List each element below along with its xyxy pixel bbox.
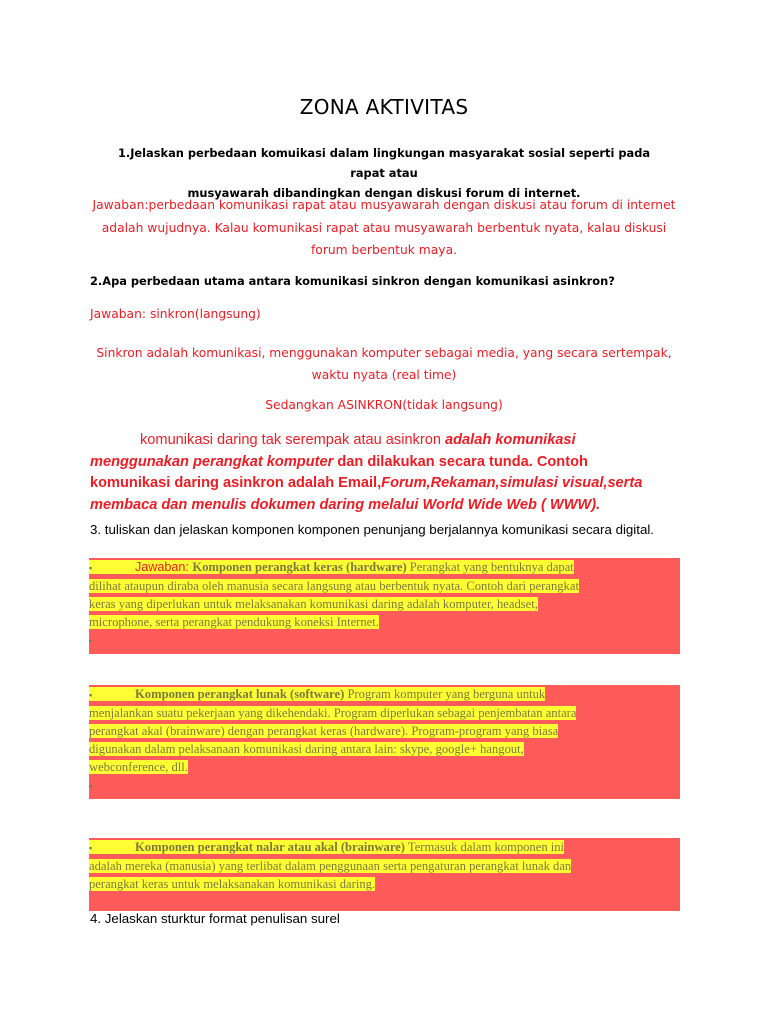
question-4: 4. Jelaskan sturktur format penulisan surel — [90, 911, 340, 926]
bullet-icon: ▪ — [89, 563, 93, 573]
answer-2-async-label: Sedangkan ASINKRON(tidak langsung) — [265, 398, 503, 412]
question-1: 1.Jelaskan perbedaan komuikasi dalam lingkungan masyarakat sosial seperti pada rapat atau musyawarah dibandingkan dengan diskusi forum di internet. — [117, 146, 651, 200]
brainware-component-box: ▪ Komponen perangkat nalar atau akal (brainware) Termasuk dalam komponen ini adalah mereka (manusia) yang terlibat dalam penggunaan serta pengaturan perangkat lunak dan perangkat keras untuk melaksanakan komunikasi daring. — [89, 838, 680, 911]
bullet-icon: ▪ — [89, 843, 93, 853]
bullet-icon: ▪ — [89, 781, 93, 791]
software-component-box: ▪ Komponen perangkat lunak (software) Program komputer yang berguna untuk menjalankan suatu pekerjaan yang dikehendaki. Program diperlukan sebagai penjembatan antara perangkat akal (brainware) dengan perangkat keras (hardware). Program-program yang biasa digunakan dalam pelaksanaan komunikasi daring antara lain: skype, google+ hangout, webconference, dll. ▪ — [89, 685, 680, 799]
answer-2-sync-definition: Sinkron adalah komunikasi, menggunakan komputer sebagai media, yang secara sertempak, waktu nyata (real time) — [96, 346, 672, 382]
answer-1: Jawaban:perbedaan komunikasi rapat atau musyawarah dengan diskusi atau forum di internet adalah wujudnya. Kalau komunikasi rapat atau musyawarah berbentuk nyata, kalau diskusi forum berbentuk maya. — [92, 198, 676, 257]
question-3: 3. tuliskan dan jelaskan komponen komponen penunjang berjalannya komunikasi secara digital. — [90, 522, 655, 537]
question-2: 2.Apa perbedaan utama antara komunikasi sinkron dengan komunikasi asinkron? — [90, 274, 615, 288]
hardware-component-box: ▪ Jawaban: Komponen perangkat keras (hardware) Perangkat yang bentuknya dapat dilihat ataupun diraba oleh manusia secara langsung atau berbentuk nyata. Contoh dari perangkat keras yang diperlukan untuk melaksanakan komunikasi daring adalah komputer, headset, microphone, serta perangkat pendukung koneksi Internet. ▪ — [89, 558, 680, 654]
bullet-icon: ▪ — [89, 690, 93, 700]
bullet-icon: ▪ — [89, 636, 93, 646]
page-title: ZONA AKTIVITAS — [299, 95, 469, 119]
async-definition: komunikasi daring tak serempak atau asinkron adalah komunikasi menggunakan perangkat komputer dan dilakukan secara tunda. Contoh komunikasi daring asinkron adalah Email,Forum,Rekaman,simulasi visual,serta membaca dan menulis dokumen daring melalui World Wide Web ( WWW). — [90, 432, 643, 513]
answer-2-sync-label: Jawaban: sinkron(langsung) — [90, 307, 261, 321]
